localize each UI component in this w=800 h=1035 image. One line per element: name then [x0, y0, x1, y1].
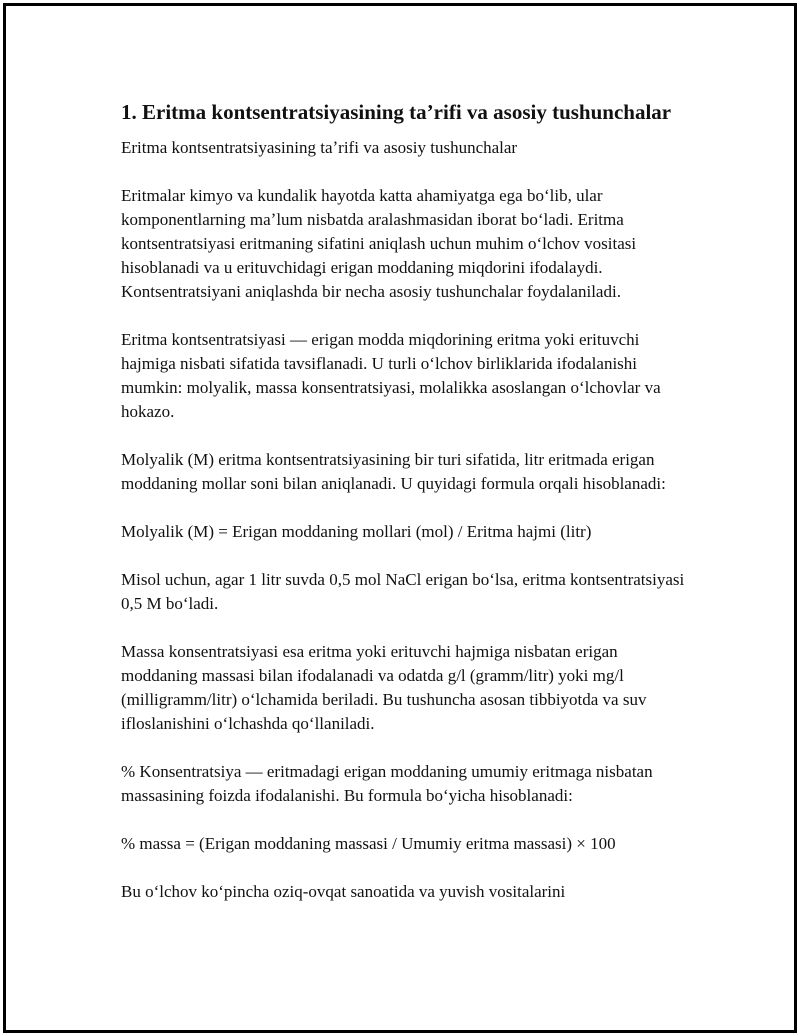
subtitle-paragraph: Eritma kontsentratsiyasining taʼrifi va asosiy tushunchalar [121, 138, 518, 157]
percent-formula: % massa = (Erigan moddaning massasi / Umumiy eritma massasi) × 100 [121, 834, 616, 853]
section-heading: 1. Eritma kontsentratsiyasining taʼrifi va asosiy tushunchalar [121, 100, 672, 124]
molyalik-formula: Molyalik (M) = Erigan moddaning mollari (mol) / Eritma hajmi (litr) [121, 522, 592, 541]
example-paragraph: Misol uchun, agar 1 litr suvda 0,5 mol NaCl erigan boʻlsa, eritma kontsentratsiyasi 0,5 M boʻladi. [121, 570, 685, 613]
document-body [121, 98, 691, 928]
page-frame [3, 3, 797, 1033]
molyalik-paragraph: Molyalik (M) eritma kontsentratsiyasining bir turi sifatida, litr eritmada erigan moddaning mollar soni bilan aniqlanadi. U quyidagi formula orqali hisoblanadi: [121, 450, 666, 493]
percent-concentration-paragraph: % Konsentratsiya — eritmadagi erigan moddaning umumiy eritmaga nisbatan massasining foizda ifodalanishi. Bu formula boʻyicha hisoblanadi: [121, 762, 653, 805]
mass-concentration-paragraph: Massa konsentratsiyasi esa eritma yoki erituvchi hajmiga nisbatan erigan moddaning massasi bilan ifodalanadi va odatda g/l (gramm/litr) yoki mg/l (milligramm/litr) oʻlchamida beriladi. Bu tushuncha asosan tibbiyotda va suv ifloslanishini oʻlchashda qoʻllaniladi. [121, 642, 647, 733]
definition-paragraph: Eritma kontsentratsiyasi — erigan modda miqdorining eritma yoki erituvchi hajmiga nisbati sifatida tavsiflanadi. U turli oʻlchov birliklarida ifodalanishi mumkin: molyalik, massa konsentratsiyasi, molalikka asoslangan oʻlchovlar va hokazo. [121, 330, 661, 421]
closing-paragraph: Bu oʻlchov koʻpincha oziq-ovqat sanoatida va yuvish vositalarini [121, 882, 566, 901]
intro-paragraph: Eritmalar kimyo va kundalik hayotda katta ahamiyatga ega boʻlib, ular komponentlarning maʼlum nisbatda aralashmasidan iborat boʻladi. Eritma kontsentratsiyasi eritmaning sifatini aniqlash uchun muhim oʻlchov vositasi hisoblanadi va u erituvchidagi erigan moddaning miqdorini ifodalaydi. Kontsentratsiyani aniqlashda bir necha asosiy tushunchalar foydalaniladi. [121, 186, 637, 301]
